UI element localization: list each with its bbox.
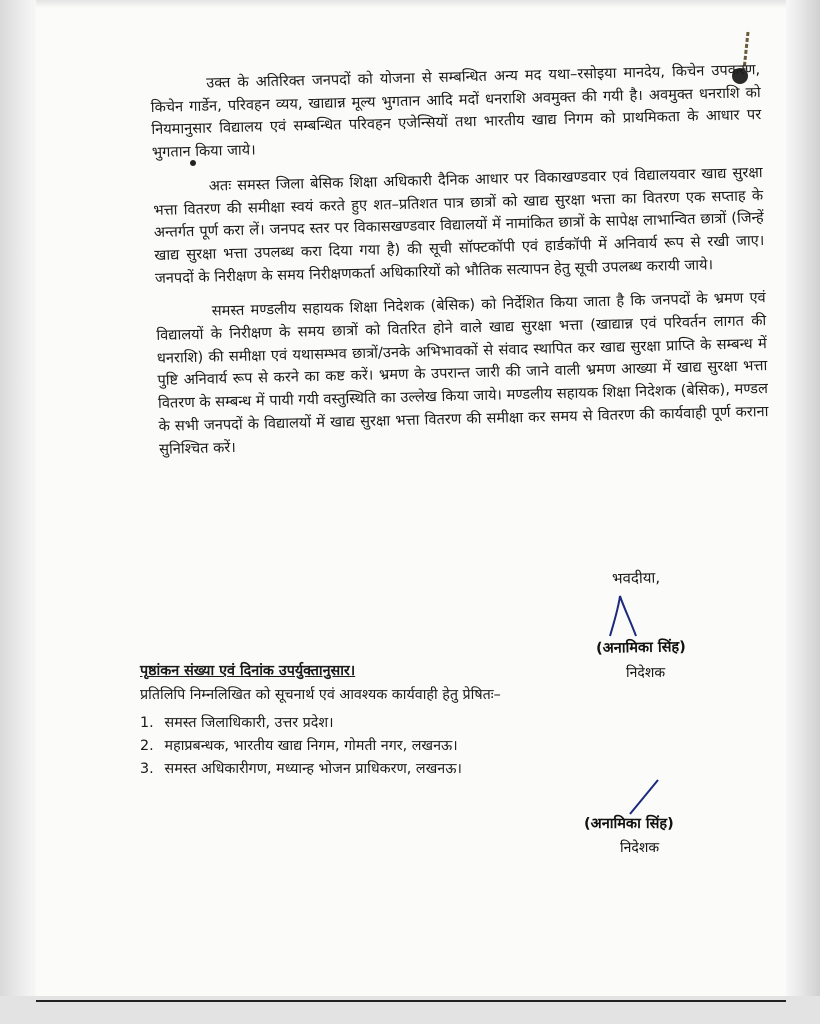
signature-mark-icon: [596, 592, 656, 640]
paragraph-3: समस्त मण्डलीय सहायक शिक्षा निदेशक (बेसिक) को निर्देशित किया जाता है कि जनपदों के भ्रमण एवं विद्यालयों के निरीक्षण के समय छात्रों को वितरित होने वाले खाद्य सुरक्षा भत्ता (खाद्यान्न एवं परिवर्तन लागत की धनराशि) की समीक्षा एवं यथासम्भव छात्रों/उनके अभिभावकों से संवाद स्थापित कर खाद्य सुरक्षा प्राप्ति के सम्बन्ध में पुष्टि अनिवार्य रूप से करने का कष्ट करें। भ्रमण के उपरान्त जारी की जाने वाली भ्रमण आख्या में खाद्य सुरक्षा भत्ता वितरण के सम्बन्ध में पायी गयी वस्तुस्थिति का उल्लेख किया जाये। मण्डलीय सहायक शिक्षा निदेशक (बेसिक), मण्डल के सभी जनपदों के विद्यालयों में खाद्य सुरक्षा भत्ता वितरण की समीक्षा कर समय से वितरण की कार्यवाही पूर्ण कराना सुनिश्चित करें।: [156, 289, 769, 458]
copy-recipients-list: [140, 712, 501, 780]
list-item-text: समस्त जिलाधिकारी, उत्तर प्रदेश।: [164, 715, 334, 731]
paragraph-1: उक्त के अतिरिक्त जनपदों को योजना से सम्बन्धित अन्य मद यथा–रसोइया मानदेय, किचेन उपकरण, किचेन गार्डेन, परिवहन व्यय, खाद्यान्न मूल्य भुगतान आदि मदों धनराशि अवमुक्त की गयी है। अवमुक्त धनराशि को नियमानुसार विद्यालय एवं सम्बन्धित परिवहन एजेन्सियों तथा भारतीय खाद्य निगम को प्राथमिकता के आधार पर भुगतान किया जाये।: [150, 61, 762, 162]
top-shadow: [36, 0, 786, 8]
list-item-number: 3.: [140, 761, 154, 777]
left-scan-edge: [0, 0, 36, 1024]
closing-salutation: भवदीया,: [611, 568, 661, 588]
right-scan-edge: [786, 0, 820, 1024]
signature-stroke-icon: [624, 776, 664, 818]
paragraph-2: अतः समस्त जिला बेसिक शिक्षा अधिकारी दैनिक आधार पर विकाखण्डवार एवं विद्यालयवार खाद्य सुरक्षा भत्ता वितरण की समीक्षा स्वयं करते हुए शत–प्रतिशत पात्र छात्रों को खाद्य सुरक्षा भत्ता का वितरण एक सप्ताह के अन्तर्गत पूर्ण करा लें। जनपद स्तर पर विकासखण्डवार विद्यालयों में नामांकित छात्रों के सापेक्ष लाभान्वित छात्रों (जिन्हें खाद्य सुरक्षा भत्ता उपलब्ध करा दिया गया है) की सूची सॉफ्टकॉपी एवं हार्डकॉपी में अनिवार्य रूप से रखी जाए। जनपदों के निरीक्षण के समय निरीक्षणकर्ता अधिकारियों को भौतिक सत्यापन हेतु सूची उपलब्ध करायी जाये।: [153, 163, 765, 287]
second-signatory-name: (अनामिका सिंह): [584, 816, 674, 832]
list-item: [140, 758, 501, 780]
list-item: [140, 735, 501, 757]
list-item: [140, 712, 501, 734]
signatory-name: (अनामिका सिंह): [595, 639, 686, 657]
list-item-text: समस्त अधिकारीगण, मध्यान्ह भोजन प्राधिकरण, लखनऊ।: [164, 761, 462, 777]
endorsement-title: पृष्ठांकन संख्या एवं दिनांक उपर्युक्तानुसार।: [140, 663, 356, 679]
bottom-edge-line: [36, 1000, 786, 1002]
endorsement-intro: प्रतिलिपि निम्नलिखित को सूचनार्थ एवं आवश्यक कार्यवाही हेतु प्रेषितः–: [140, 687, 501, 703]
endorsement-section: [140, 660, 501, 781]
list-item-number: 1.: [140, 715, 154, 731]
list-item-number: 2.: [140, 738, 154, 754]
letter-body: [150, 59, 769, 461]
second-signatory-title: निदेशक: [620, 840, 660, 856]
signatory-title: निदेशक: [626, 665, 666, 681]
list-item-text: महाप्रबन्धक, भारतीय खाद्य निगम, गोमती नगर, लखनऊ।: [164, 738, 458, 754]
